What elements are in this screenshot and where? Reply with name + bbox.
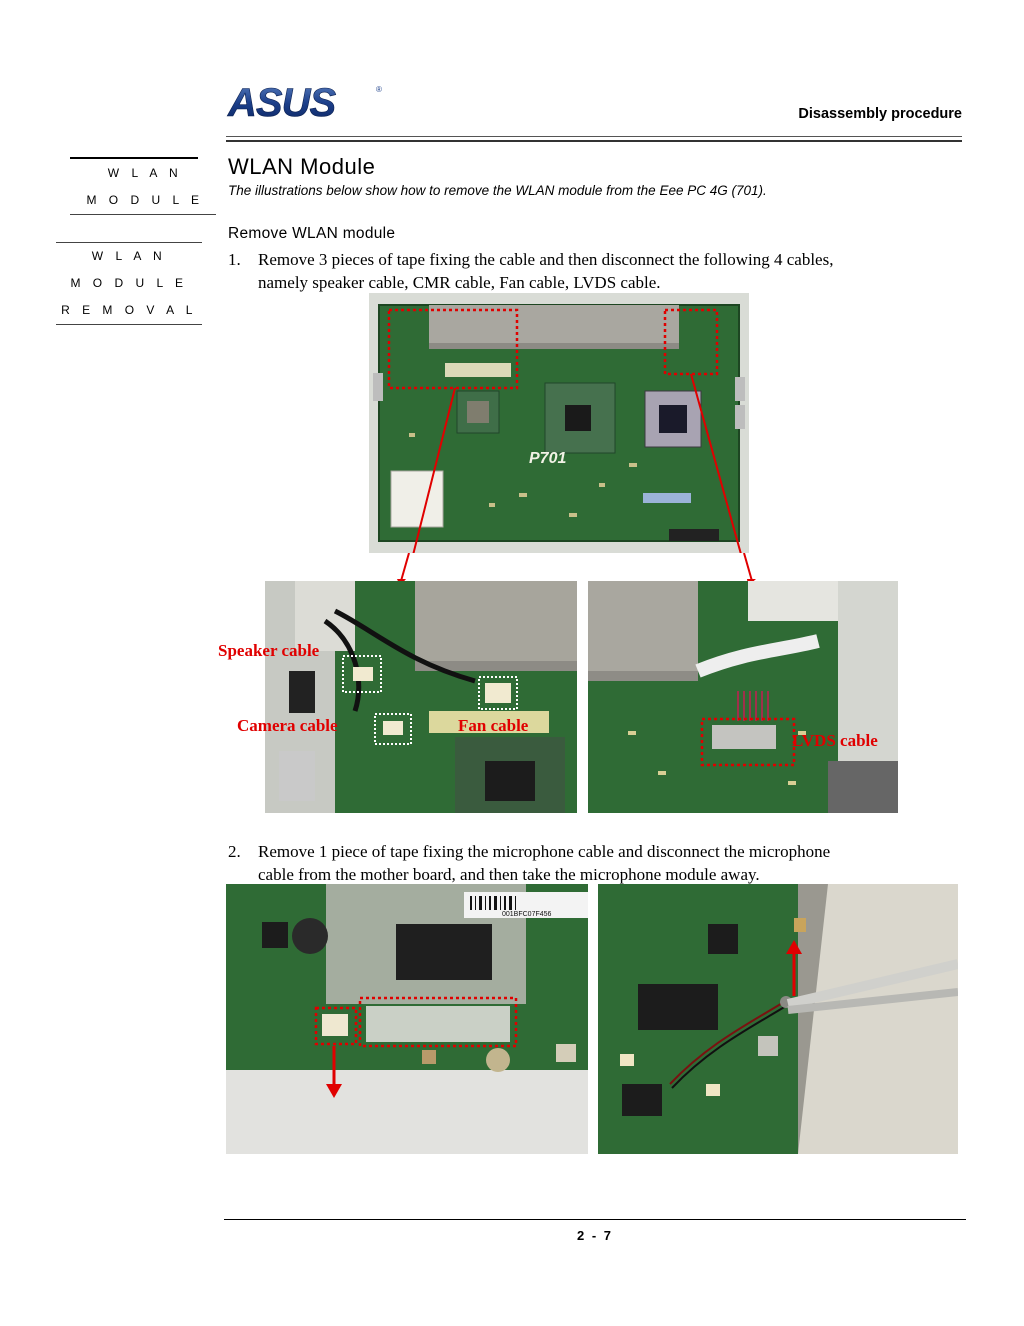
camera-cable-label: Camera cable: [237, 716, 338, 735]
logo-wordmark: ASUS: [228, 82, 336, 122]
step-text: Remove 3 pieces of tape fixing the cable and then disconnect the following 4 cables,: [258, 250, 834, 269]
fan-cable-label: Fan cable: [458, 716, 529, 735]
subsection-title: Remove WLAN module: [228, 225, 396, 242]
step-number: 2.: [228, 842, 241, 861]
section-title: WLAN Module: [228, 154, 376, 179]
serial-sticker: 001BFC07F456: [502, 911, 552, 918]
sidebar-label: W L A N: [107, 166, 183, 180]
asus-logo: [226, 82, 394, 122]
sidebar-label: R E M O V A L: [61, 303, 197, 317]
microphone-tape-photo: [226, 884, 588, 1154]
sidebar-divider: [56, 324, 202, 325]
header-rule: [226, 136, 962, 137]
page-number: 2 - 7: [576, 1228, 613, 1243]
speaker-camera-fan-cable-photo: [265, 581, 577, 813]
speaker-cable-label: Speaker cable: [218, 641, 320, 660]
footer-rule: [224, 1219, 966, 1220]
svg-text:®: ®: [376, 85, 382, 94]
step-1: [228, 248, 958, 294]
sidebar-divider: [70, 157, 198, 159]
header-rule-thick: [226, 140, 962, 142]
step-text: cable from the mother board, and then take the microphone module away.: [258, 865, 760, 884]
sidebar-label: M O D U L E: [70, 276, 188, 290]
step-2: [228, 840, 958, 886]
header-title: Disassembly procedure: [798, 106, 962, 122]
sidebar-divider: [70, 214, 216, 215]
lvds-cable-label: LVDS cable: [792, 731, 878, 750]
sidebar-label: M O D U L E: [86, 193, 204, 207]
step-number: 1.: [228, 250, 241, 269]
step-text: Remove 1 piece of tape fixing the microphone cable and disconnect the microphone: [258, 842, 831, 861]
board-marking: P701: [529, 450, 567, 467]
lvds-cable-photo: [588, 581, 898, 813]
sidebar-label: W L A N: [91, 249, 167, 263]
motherboard-overview-photo: [369, 293, 749, 553]
intro-text: The illustrations below show how to remove the WLAN module from the Eee PC 4G (701).: [228, 183, 767, 198]
step-text: namely speaker cable, CMR cable, Fan cable, LVDS cable.: [258, 273, 661, 292]
microphone-removal-photo: [598, 884, 958, 1154]
